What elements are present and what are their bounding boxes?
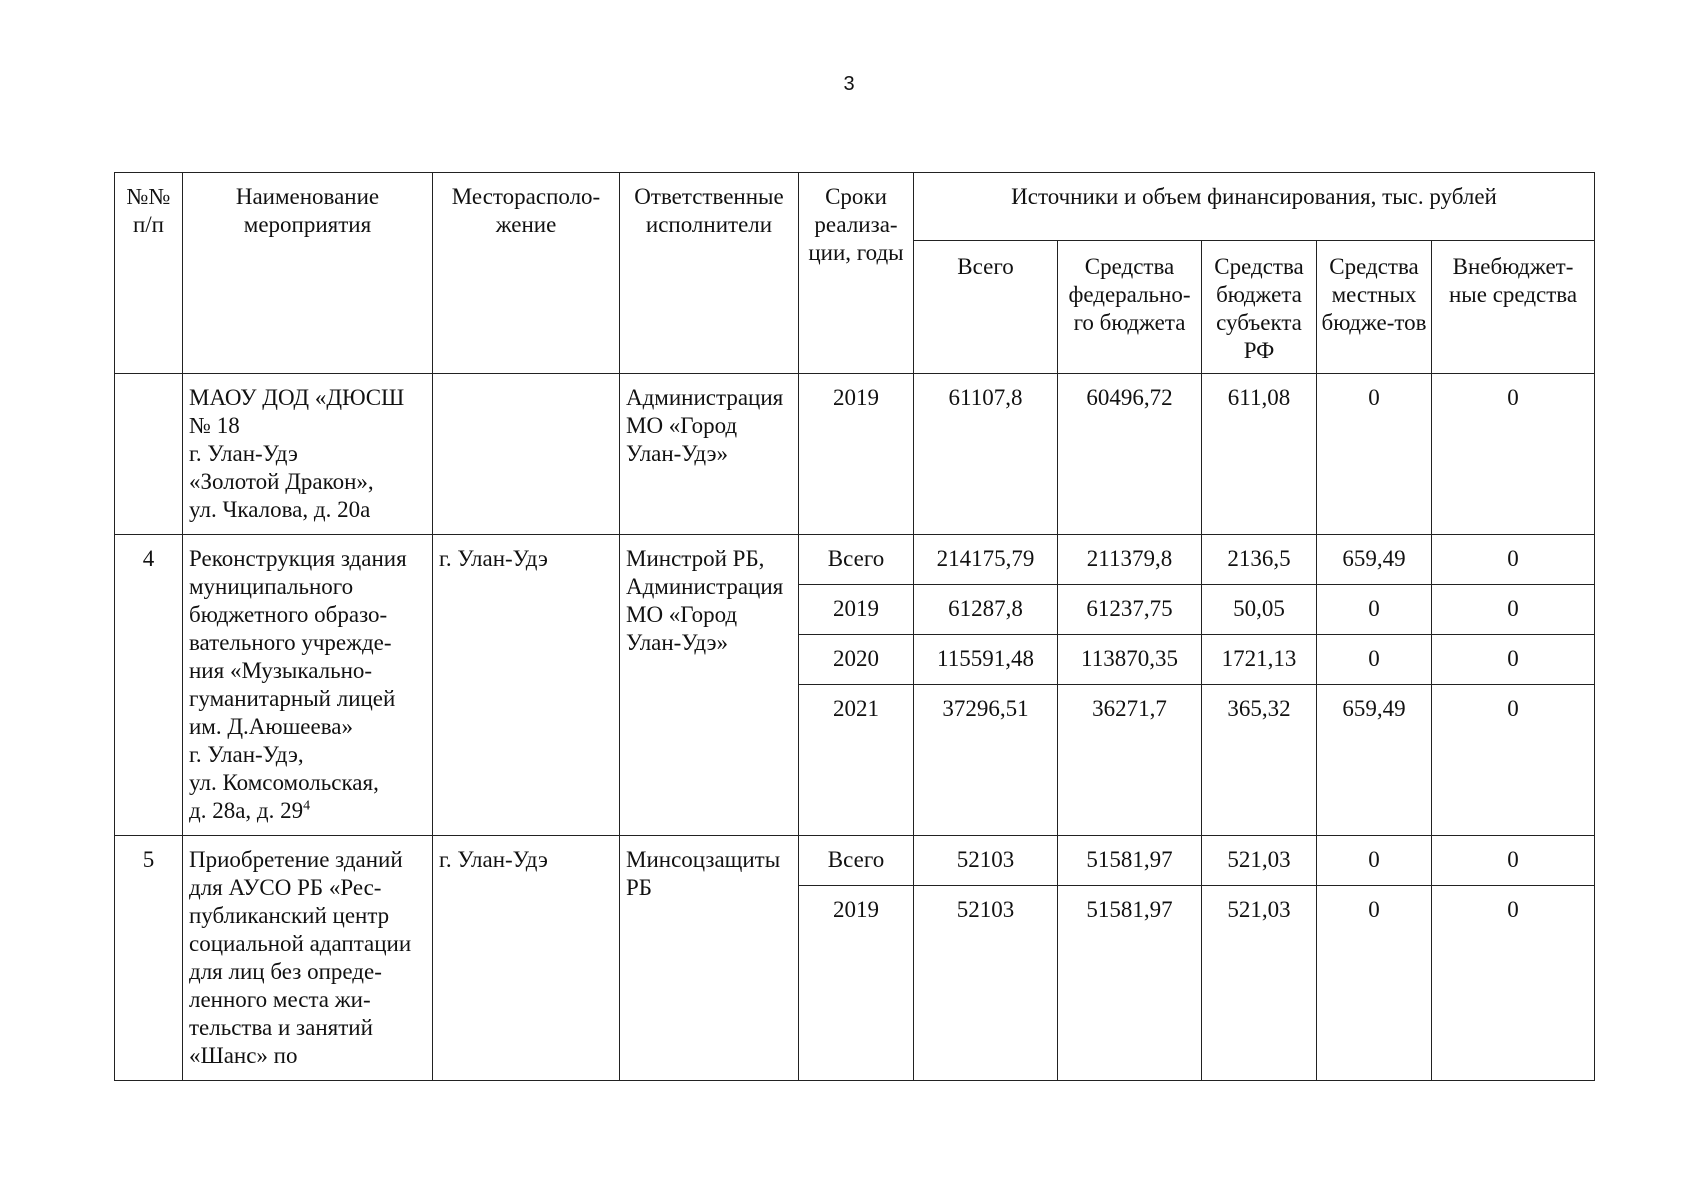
responsible-line: РБ xyxy=(626,875,652,900)
header-location xyxy=(433,173,620,374)
header-funding-label: Источники и объем финансирования, тыс. рублей xyxy=(1011,184,1497,209)
header-federal xyxy=(1058,241,1202,374)
name-line: муниципального xyxy=(189,574,354,599)
cell-location xyxy=(433,374,620,535)
cell-federal: 211379,8 xyxy=(1058,535,1202,585)
cell-local: 0 xyxy=(1317,374,1432,535)
cell-name xyxy=(183,836,433,1081)
name-line: № 18 xyxy=(189,413,240,438)
cell-local: 0 xyxy=(1317,836,1432,886)
name-line: для лиц без опреде- xyxy=(189,959,382,984)
cell-local: 0 xyxy=(1317,635,1432,685)
cell-regional: 1721,13 xyxy=(1202,635,1317,685)
name-line: ния «Музыкально- xyxy=(189,658,373,683)
cell-period: 2019 xyxy=(799,374,914,535)
name-line: публиканский центр xyxy=(189,903,390,928)
table-row xyxy=(115,374,1595,535)
header-local xyxy=(1317,241,1432,374)
cell-extra: 0 xyxy=(1432,685,1595,836)
responsible-line: МО «Город xyxy=(626,602,738,627)
name-line: им. Д.Аюшеева» xyxy=(189,714,353,739)
header-regional xyxy=(1202,241,1317,374)
header-extra xyxy=(1432,241,1595,374)
cell-federal: 60496,72 xyxy=(1058,374,1202,535)
name-line: г. Улан-Удэ xyxy=(189,441,298,466)
cell-period: Всего xyxy=(799,836,914,886)
responsible-line: Администрация xyxy=(626,574,784,599)
cell-regional: 521,03 xyxy=(1202,836,1317,886)
cell-federal: 113870,35 xyxy=(1058,635,1202,685)
cell-location: г. Улан-Удэ xyxy=(433,535,620,836)
responsible-line: Минсоцзащиты xyxy=(626,847,781,872)
cell-federal: 51581,97 xyxy=(1058,836,1202,886)
name-line: для АУСО РБ «Рес- xyxy=(189,875,382,900)
cell-period: 2021 xyxy=(799,685,914,836)
name-line: Реконструкция здания xyxy=(189,546,407,571)
cell-period: Всего xyxy=(799,535,914,585)
name-line: социальной адаптации xyxy=(189,931,412,956)
cell-name xyxy=(183,374,433,535)
cell-extra: 0 xyxy=(1432,535,1595,585)
header-name xyxy=(183,173,433,374)
cell-extra: 0 xyxy=(1432,836,1595,886)
cell-regional: 521,03 xyxy=(1202,886,1317,1081)
cell-name xyxy=(183,535,433,836)
cell-responsible xyxy=(620,535,799,836)
footnote-mark: 4 xyxy=(303,798,311,814)
header-regional-label: Средства бюджета субъекта РФ xyxy=(1214,254,1304,363)
cell-period: 2020 xyxy=(799,635,914,685)
name-line: ул. Комсомольская, xyxy=(189,770,379,795)
name-line: ул. Чкалова, д. 20а xyxy=(189,497,371,522)
cell-regional: 365,32 xyxy=(1202,685,1317,836)
cell-responsible xyxy=(620,836,799,1081)
responsible-line: Улан-Удэ» xyxy=(626,630,729,655)
cell-num: 5 xyxy=(115,836,183,1081)
name-line: ленного места жи- xyxy=(189,987,371,1012)
header-funding xyxy=(914,173,1595,241)
responsible-line: Улан-Удэ» xyxy=(626,441,729,466)
cell-regional: 50,05 xyxy=(1202,585,1317,635)
table-row xyxy=(115,836,1595,886)
name-line: МАОУ ДОД «ДЮСШ xyxy=(189,385,405,410)
name-line: гуманитарный лицей xyxy=(189,686,396,711)
cell-federal: 36271,7 xyxy=(1058,685,1202,836)
cell-total: 37296,51 xyxy=(914,685,1058,836)
cell-regional: 2136,5 xyxy=(1202,535,1317,585)
cell-regional: 611,08 xyxy=(1202,374,1317,535)
cell-num: 4 xyxy=(115,535,183,836)
cell-federal: 61237,75 xyxy=(1058,585,1202,635)
responsible-line: МО «Город xyxy=(626,413,738,438)
header-extra-label: Внебюджет-ные средства xyxy=(1448,254,1578,307)
cell-total: 61287,8 xyxy=(914,585,1058,635)
cell-period: 2019 xyxy=(799,886,914,1081)
name-line: «Шанс» по xyxy=(189,1043,298,1068)
header-name-label: Наименование мероприятия xyxy=(235,184,380,237)
cell-extra: 0 xyxy=(1432,374,1595,535)
name-line-last xyxy=(189,797,426,825)
header-num-label: №№ п/п xyxy=(126,184,171,237)
cell-local: 659,49 xyxy=(1317,535,1432,585)
header-local-label: Средства местных бюдже-тов xyxy=(1321,254,1427,335)
cell-location: г. Улан-Удэ xyxy=(433,836,620,1081)
name-line: бюджетного образо- xyxy=(189,602,388,627)
header-total-label: Всего xyxy=(957,254,1014,279)
header-total xyxy=(914,241,1058,374)
cell-federal: 51581,97 xyxy=(1058,886,1202,1081)
cell-num xyxy=(115,374,183,535)
name-line: Приобретение зданий xyxy=(189,847,403,872)
funding-table xyxy=(114,172,1595,1081)
cell-local: 659,49 xyxy=(1317,685,1432,836)
name-line: г. Улан-Удэ, xyxy=(189,742,304,767)
page-number: 3 xyxy=(843,73,855,95)
cell-extra: 0 xyxy=(1432,585,1595,635)
name-line: тельства и занятий xyxy=(189,1015,373,1040)
responsible-line: Минстрой РБ, xyxy=(626,546,765,571)
cell-extra: 0 xyxy=(1432,886,1595,1081)
cell-extra: 0 xyxy=(1432,635,1595,685)
cell-total: 214175,79 xyxy=(914,535,1058,585)
cell-responsible xyxy=(620,374,799,535)
name-line: «Золотой Дракон», xyxy=(189,469,374,494)
name-line: вательного учрежде- xyxy=(189,630,392,655)
cell-period: 2019 xyxy=(799,585,914,635)
cell-local: 0 xyxy=(1317,886,1432,1081)
table-row xyxy=(115,535,1595,585)
name-line: д. 28а, д. 29 xyxy=(189,798,304,823)
header-federal-label: Средства федерально-го бюджета xyxy=(1068,254,1191,335)
cell-total: 61107,8 xyxy=(914,374,1058,535)
responsible-line: Администрация xyxy=(626,385,784,410)
header-responsible xyxy=(620,173,799,374)
cell-local: 0 xyxy=(1317,585,1432,635)
header-responsible-label: Ответственные исполнители xyxy=(634,184,784,237)
cell-total: 115591,48 xyxy=(914,635,1058,685)
header-period-label: Сроки реализа-ции, годы xyxy=(808,184,904,265)
header-num xyxy=(115,173,183,374)
header-period xyxy=(799,173,914,374)
cell-total: 52103 xyxy=(914,836,1058,886)
header-location-label: Месторасполо-жение xyxy=(451,184,601,237)
cell-total: 52103 xyxy=(914,886,1058,1081)
header-row xyxy=(115,173,1595,241)
